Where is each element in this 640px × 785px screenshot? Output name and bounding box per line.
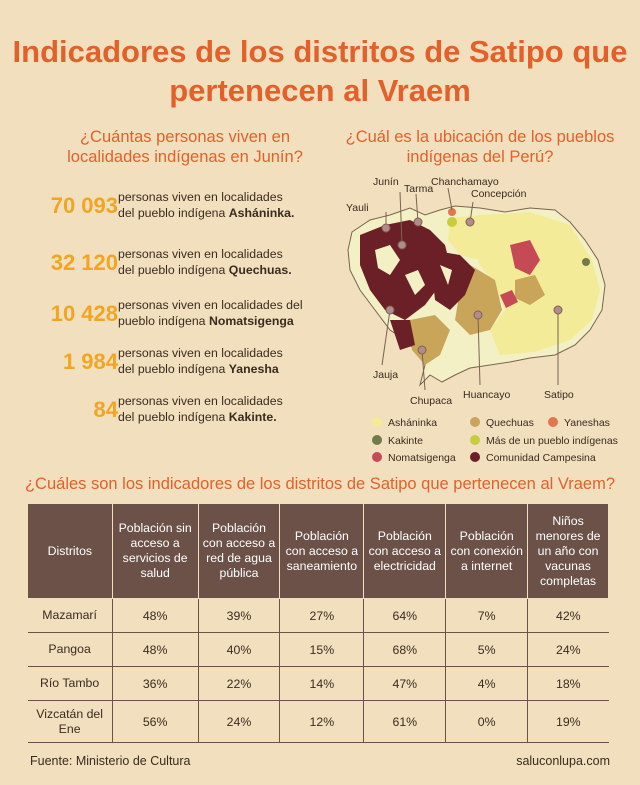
table-row — [28, 599, 609, 633]
cell-value: 5% — [446, 633, 528, 667]
legend-swatch — [470, 435, 480, 445]
map-zone-kakinte — [582, 258, 590, 266]
legend-label: Más de un pueblo indígenas — [486, 435, 618, 447]
legend-item-nomatsigenga — [372, 452, 456, 464]
stat-yanesha — [18, 341, 318, 383]
legend-swatch — [372, 435, 382, 445]
cell-value: 19% — [528, 701, 609, 743]
indicators-table — [27, 503, 609, 743]
cell-value: 56% — [112, 701, 198, 743]
cell-value: 47% — [364, 667, 446, 701]
question-location-line-2: indígenas del Perú? — [406, 148, 554, 166]
legend-label: Yaneshas — [564, 417, 610, 429]
legend-label: Comunidad Campesina — [486, 452, 596, 464]
cell-district: Río Tambo — [28, 667, 113, 701]
marker-yauli — [382, 224, 390, 232]
cell-value: 68% — [364, 633, 446, 667]
question-population-line-1: ¿Cuántas personas viven en — [79, 128, 291, 146]
stat-nomatsigenga — [18, 293, 318, 335]
legend-item-quechuas — [470, 417, 534, 429]
legend-swatch — [470, 452, 480, 462]
marker-concepcion — [466, 218, 474, 226]
stat-text — [118, 189, 318, 221]
stat-number: 10 428 — [50, 301, 118, 326]
legend-item-kakinte — [372, 435, 423, 447]
cell-value: 14% — [280, 667, 364, 701]
cell-value: 18% — [528, 667, 609, 701]
map-label-yauli: Yauli — [346, 202, 369, 214]
stat-text-line-2: pueblo indígena — [118, 314, 209, 328]
cell-value: 24% — [198, 701, 280, 743]
marker-jauja — [386, 306, 394, 314]
legend-item-campesina — [470, 452, 596, 464]
title-line-2: pertenecen al Vraem — [169, 73, 471, 108]
stat-text-line-2: del pueblo indígena — [118, 410, 229, 424]
stat-pueblo: Asháninka. — [228, 206, 295, 220]
marker-huancayo — [474, 311, 482, 319]
legend-label: Nomatsigenga — [388, 452, 456, 464]
cell-value: 4% — [446, 667, 528, 701]
table-row — [28, 633, 609, 667]
table-row — [28, 701, 609, 743]
stat-text-line-2: del pueblo indígena — [118, 206, 229, 220]
question-population — [40, 127, 330, 167]
stat-number: 84 — [93, 397, 118, 422]
stat-text-line-1: personas viven en localidades del — [118, 298, 303, 312]
stat-pueblo: Nomatsigenga — [208, 314, 294, 328]
stat-text-line-1: personas viven en localidades — [118, 190, 283, 204]
junin-map — [330, 170, 630, 410]
cell-district: Mazamarí — [28, 599, 113, 633]
question-indicators: ¿Cuáles son los indicadores de los distritos de Satipo que pertenecen al Vraem? — [24, 475, 616, 493]
stat-text-line-1: personas viven en localidades — [118, 247, 283, 261]
stat-text-line-2: del pueblo indígena — [118, 263, 229, 277]
cell-district: Pangoa — [28, 633, 113, 667]
legend-item-ashaninka — [372, 417, 437, 429]
stat-text — [118, 345, 318, 377]
stat-number: 70 093 — [50, 193, 118, 218]
map-label-huancayo: Huancayo — [463, 389, 511, 401]
map-label-satipo: Satipo — [544, 389, 574, 401]
marker-tarma — [414, 218, 422, 226]
map-legend — [372, 417, 632, 467]
question-population-line-2: localidades indígenas en Junín? — [67, 148, 303, 166]
header-salud: Población sin acceso a servicios de salud — [112, 504, 198, 599]
map-label-concepcion: Concepción — [471, 188, 527, 200]
map-zone-mixed — [447, 217, 457, 227]
header-internet: Población con conexión a internet — [446, 504, 528, 599]
map-label-tarma: Tarma — [404, 183, 434, 195]
cell-value: 64% — [364, 599, 446, 633]
stat-text — [118, 246, 318, 278]
header-vacunas: Niños menores de un año con vacunas completas — [528, 504, 609, 599]
legend-swatch — [372, 452, 382, 462]
map-label-chanchamayo: Chanchamayo — [431, 176, 499, 188]
cell-value: 22% — [198, 667, 280, 701]
stat-number: 32 120 — [50, 250, 118, 275]
stat-text — [118, 297, 318, 329]
stat-quechuas — [18, 242, 318, 284]
marker-chupaca — [418, 346, 426, 354]
header-saneamiento: Población con acceso a saneamiento — [280, 504, 364, 599]
question-location — [330, 127, 630, 167]
legend-label: Asháninka — [388, 417, 438, 429]
table-row — [28, 667, 609, 701]
stat-text-line-2: del pueblo indígena — [118, 362, 229, 376]
cell-value: 7% — [446, 599, 528, 633]
cell-value: 48% — [112, 599, 198, 633]
header-distritos: Distritos — [28, 504, 113, 599]
cell-value: 15% — [280, 633, 364, 667]
cell-value: 40% — [198, 633, 280, 667]
cell-value: 61% — [364, 701, 446, 743]
stat-pueblo: Yanesha — [228, 362, 279, 376]
title-line-1: Indicadores de los distritos de Satipo que — [12, 34, 628, 69]
map-label-chupaca: Chupaca — [410, 395, 453, 407]
stat-text-line-1: personas viven en localidades — [118, 346, 283, 360]
legend-label: Quechuas — [486, 417, 534, 429]
legend-swatch — [470, 417, 480, 427]
stat-number: 1 984 — [62, 349, 118, 374]
marker-satipo — [554, 306, 562, 314]
source-note: Fuente: Ministerio de Cultura — [30, 754, 191, 768]
cell-value: 48% — [112, 633, 198, 667]
map-label-jauja: Jauja — [373, 369, 399, 381]
cell-value: 12% — [280, 701, 364, 743]
cell-value: 39% — [198, 599, 280, 633]
stat-pueblo: Kakinte. — [228, 410, 277, 424]
header-agua: Población con acceso a red de agua pública — [198, 504, 280, 599]
stat-kakinte — [18, 389, 318, 431]
table-header-row — [28, 504, 609, 599]
map-label-junin: Junín — [373, 176, 399, 188]
page-title — [0, 32, 640, 110]
stat-text-line-1: personas viven en localidades — [118, 394, 283, 408]
cell-value: 42% — [528, 599, 609, 633]
legend-item-yaneshas — [548, 417, 610, 429]
stat-ashaninka — [18, 185, 318, 227]
question-location-line-1: ¿Cuál es la ubicación de los pueblos — [345, 128, 615, 146]
legend-swatch — [372, 417, 382, 427]
cell-district: Vizcatán del Ene — [28, 701, 113, 743]
header-electricidad: Población con acceso a electricidad — [364, 504, 446, 599]
legend-swatch — [548, 417, 558, 427]
legend-label: Kakinte — [388, 435, 424, 447]
cell-value: 0% — [446, 701, 528, 743]
cell-value: 27% — [280, 599, 364, 633]
stat-pueblo: Quechuas. — [228, 263, 292, 277]
stat-text — [118, 393, 318, 425]
cell-value: 36% — [112, 667, 198, 701]
cell-value: 24% — [528, 633, 609, 667]
leader-chanchamayo — [448, 188, 452, 210]
marker-junin — [398, 241, 406, 249]
legend-item-mixed — [470, 435, 618, 447]
site-credit: saluconlupa.com — [516, 754, 610, 768]
